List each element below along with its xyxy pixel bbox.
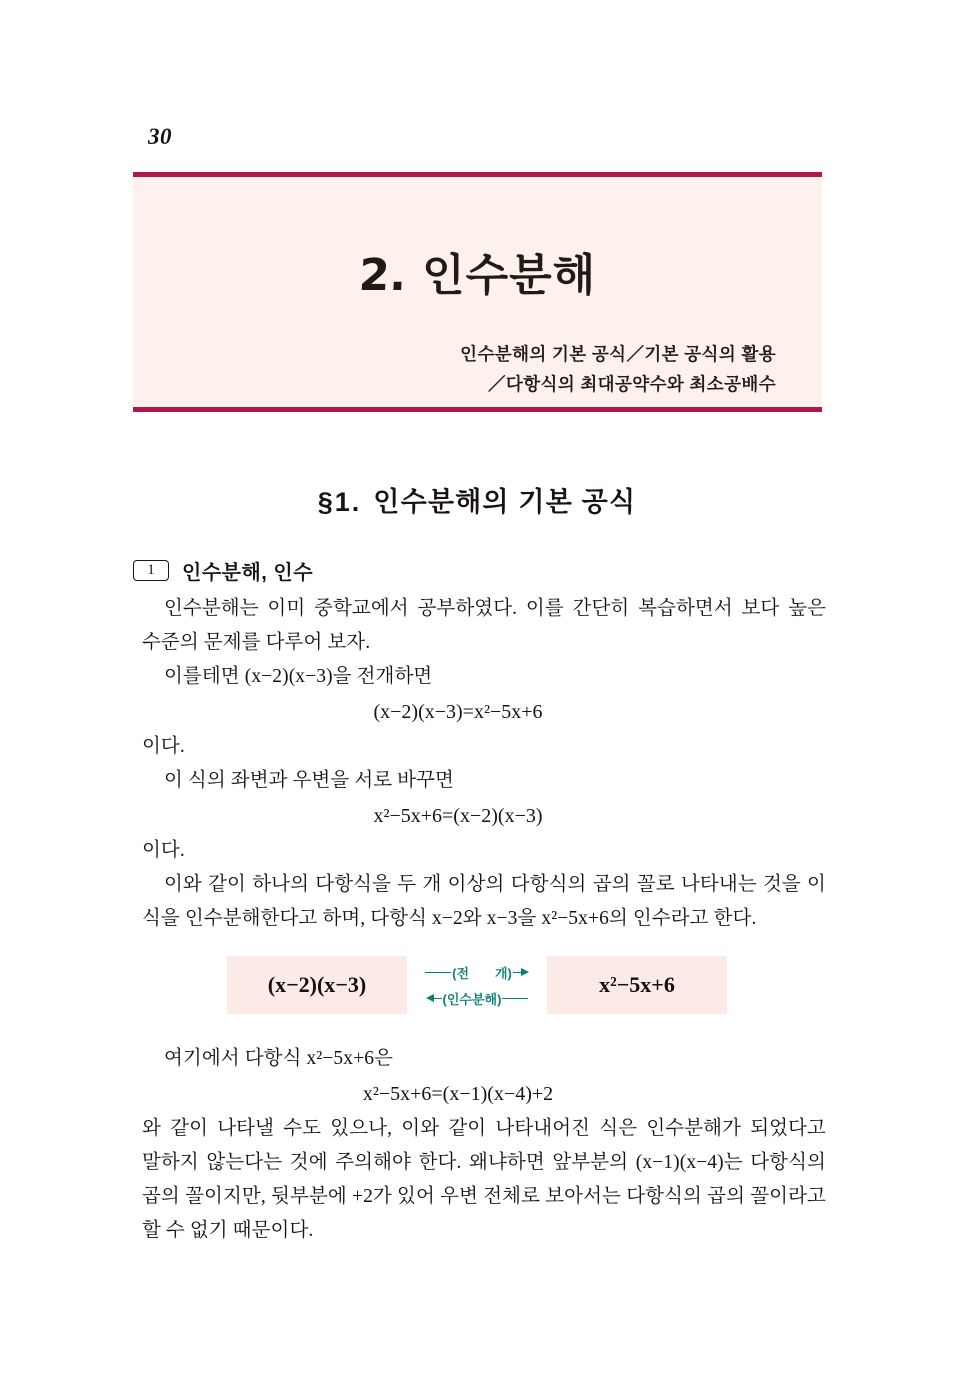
chapter-subtitle-line-1: 인수분해의 기본 공식／기본 공식의 활용 [460,344,776,364]
paragraph-1: 인수분해는 이미 중학교에서 공부하였다. 이를 간단히 복습하면서 보다 높은 수준의 문제를 다루어 보자. [142,598,826,653]
paragraph-5: 이다. [142,840,185,861]
paragraph-6: 이와 같이 하나의 다항식을 두 개 이상의 다항식의 곱의 꼴로 나타내는 것을 이 식을 인수분해한다고 하며, 다항식 x−2와 x−3을 x²−5x+6의 인수라고 한다. [142,874,826,929]
subsection-number-box: 1 [133,560,169,581]
paragraph-4: 이 식의 좌변과 우변을 서로 바꾸면 [164,770,454,791]
diagram-arrow-factorize [407,985,547,1011]
arrow-shaft-bottom-1 [434,998,442,999]
diagram-left-expression: (x−2)(x−3) [227,956,407,1014]
equation-2: x²−5x+6=(x−2)(x−3) [373,805,543,827]
chapter-title [133,239,822,303]
body-column [142,592,826,936]
expand-factorize-diagram [227,956,727,1014]
section-sign: §1. [317,487,362,517]
chapter-subtitle [133,339,776,399]
subsection-title: 인수분해, 인수 [182,562,314,584]
arrow-shaft-bottom-2 [502,998,528,999]
chapter-name: 인수분해 [422,251,597,300]
diagram-arrow-expand [407,959,547,985]
diagram-top-label: (전 개) [452,965,512,981]
paragraph-3: 이다. [142,736,185,757]
diagram-bottom-label: (인수분해) [442,991,502,1007]
diagram-arrow-group [407,956,547,1014]
arrow-head-right-icon [521,968,529,976]
arrow-head-left-icon [426,994,434,1002]
chapter-banner [133,172,822,412]
arrow-shaft-top [425,972,451,973]
subsection-heading [133,556,313,585]
arrow-shaft-top-2 [513,972,521,973]
equation-3: x²−5x+6=(x−1)(x−4)+2 [362,1083,554,1105]
paragraph-2: 이를테면 (x−2)(x−3)을 전개하면 [164,666,433,687]
diagram-right-expression: x²−5x+6 [547,956,727,1014]
page-number: 30 [148,124,172,149]
paragraph-8: 와 같이 나타낼 수도 있으나, 이와 같이 나타내어진 식은 인수분해가 되었다고 말하지 않는다는 것에 주의해야 한다. 왜냐하면 앞부분의 (x−1)(x−4)는 다항식의 곱의 꼴이지만, 뒷부분에 +2가 있어 우변 전체로 보아서는 다항식의 곱의 꼴이라고 할 수 없기 때문이다. [142,1118,826,1241]
paragraph-7: 여기에서 다항식 x²−5x+6은 [164,1048,393,1069]
equation-1: (x−2)(x−3)=x²−5x+6 [373,701,543,723]
section-heading [0,480,954,519]
section-name: 인수분해의 기본 공식 [373,487,637,517]
chapter-subtitle-line-2: ／다항식의 최대공약수와 최소공배수 [488,374,776,394]
body-column-continued [142,1042,826,1248]
chapter-number: 2. [357,250,408,301]
